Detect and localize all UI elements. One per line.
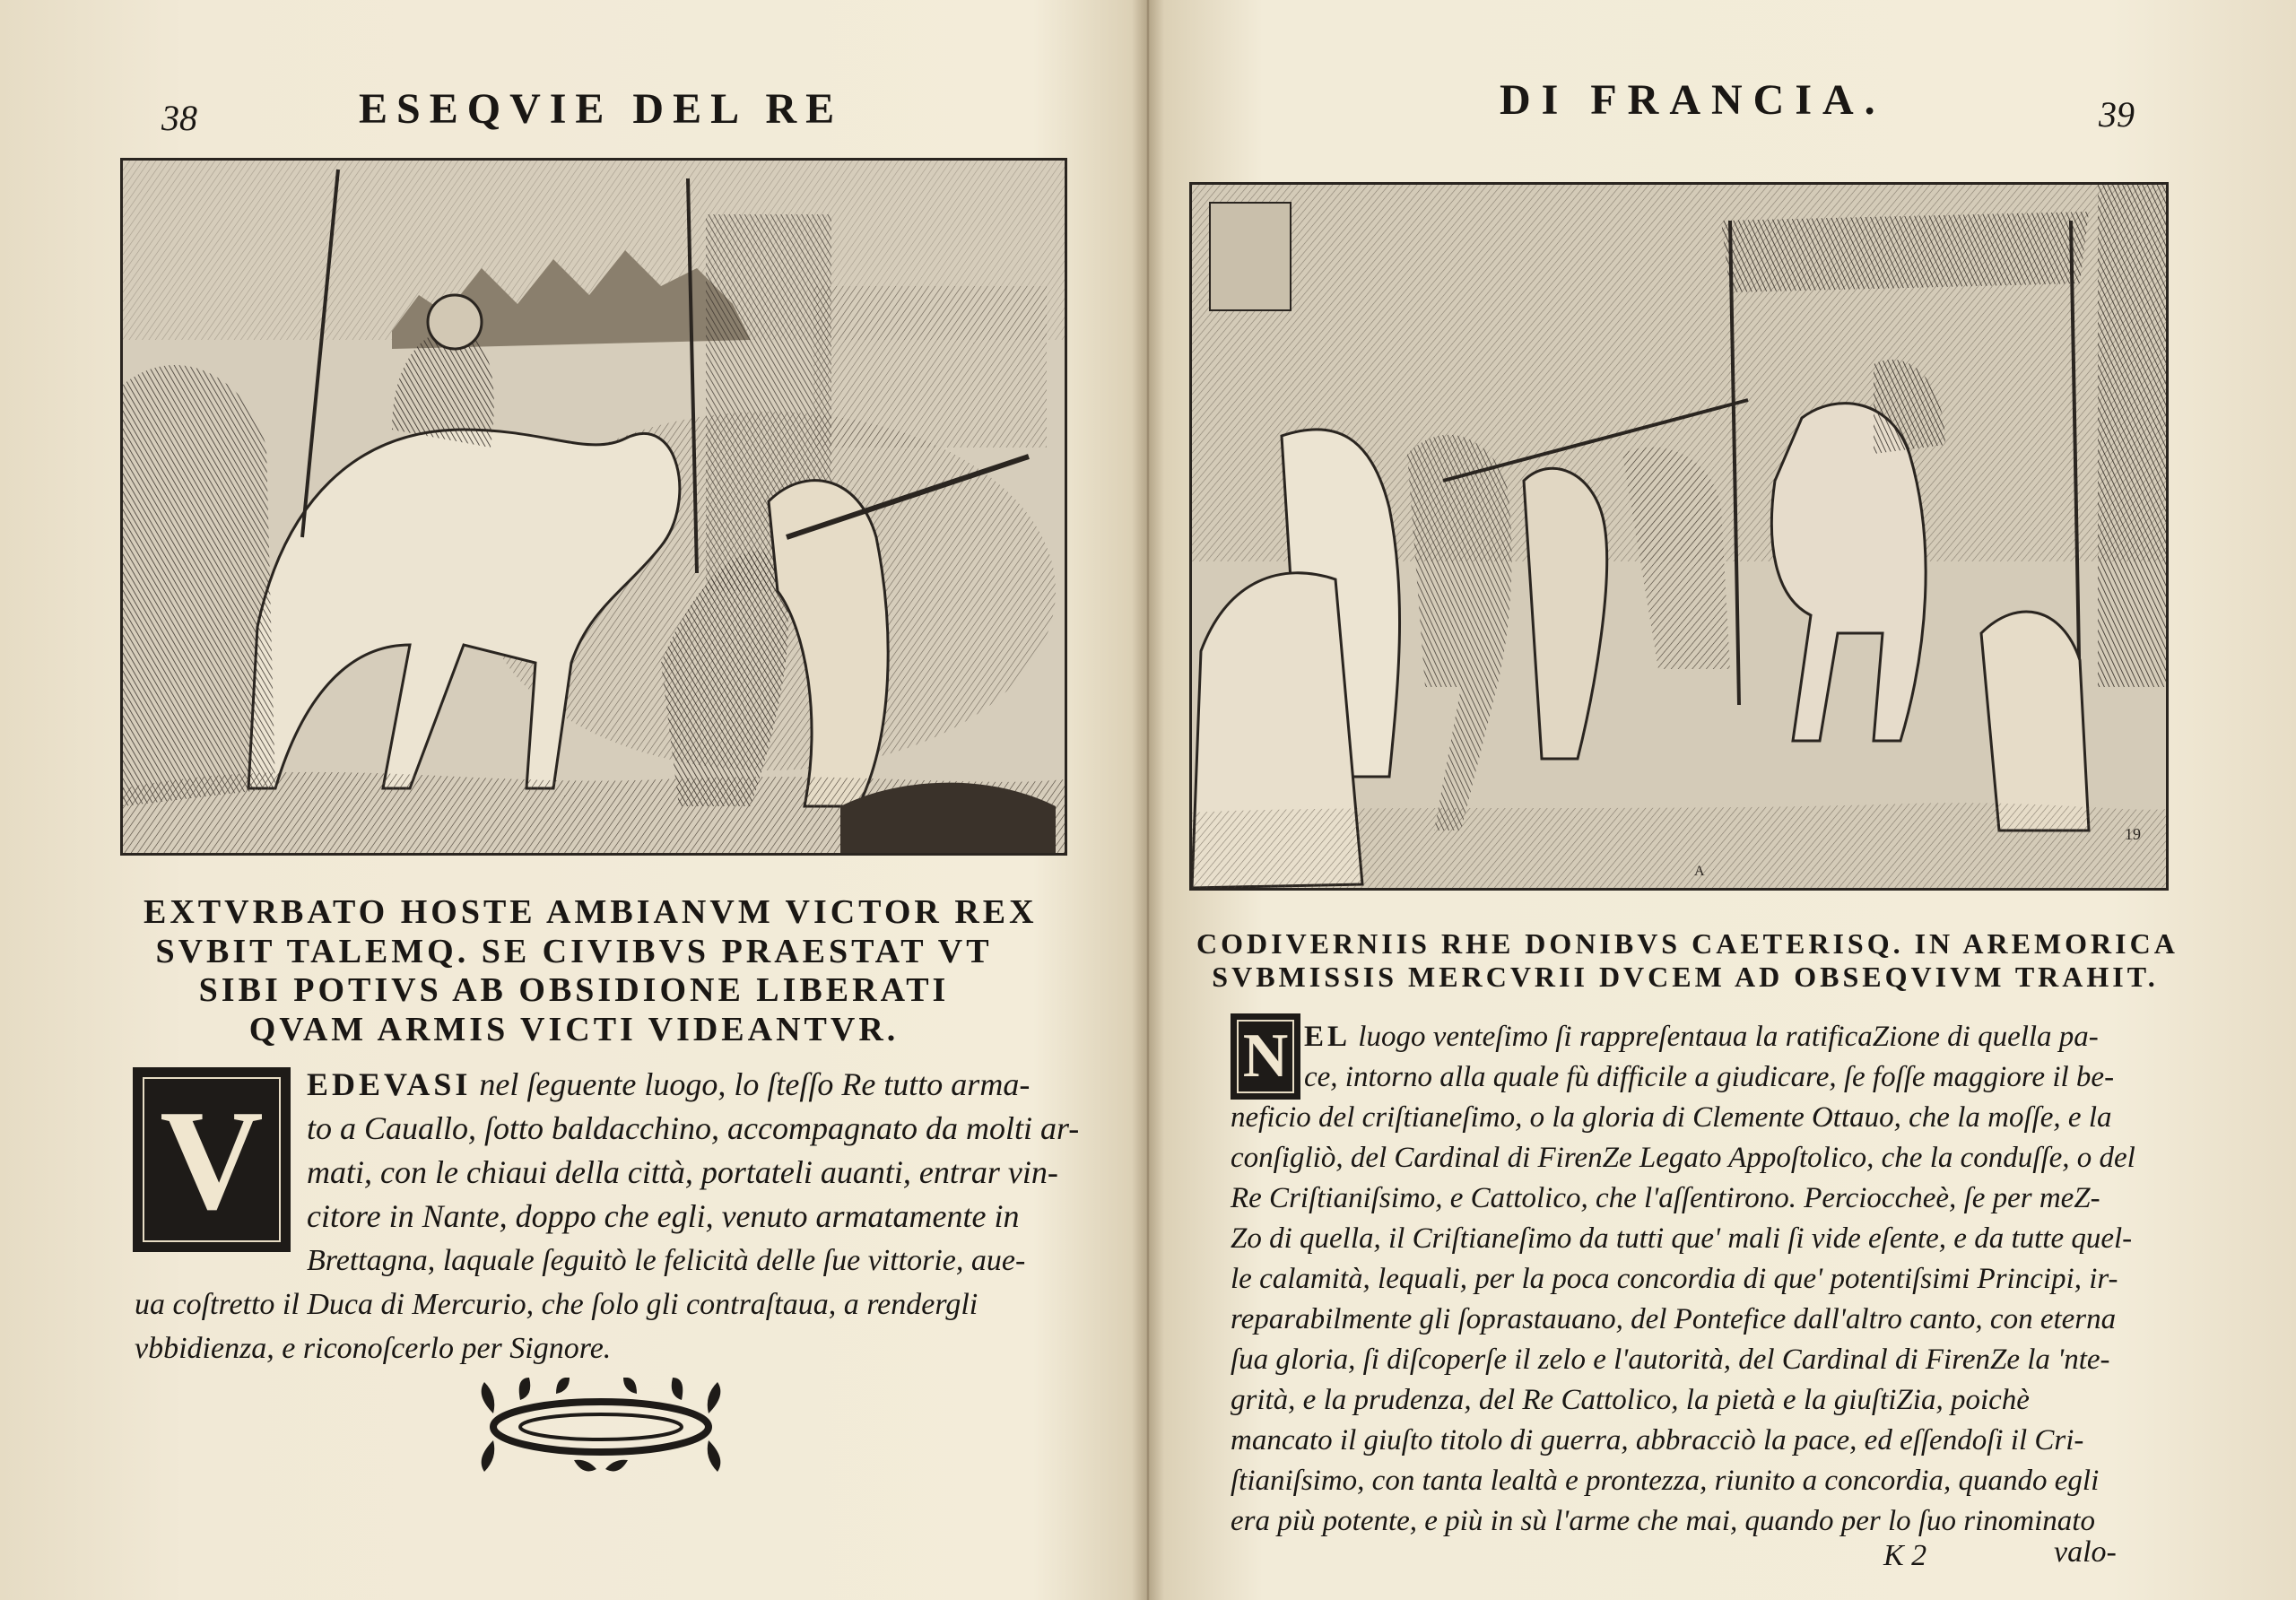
left-page-number: 38 [161, 98, 197, 138]
left-body-line: Brettagna, laquale ſeguitò le felicità delle ſue vittorie, aue- [307, 1244, 1026, 1277]
left-body-line: ua coſtretto il Duca di Mercurio, che ſolo gli contraſtaua, a rendergli [135, 1288, 978, 1321]
right-engraving [1189, 182, 2169, 891]
leaf-ornament [466, 1378, 735, 1476]
right-initial-letter: N [1242, 1022, 1289, 1091]
left-body-text [307, 1063, 1079, 1239]
right-body-line: reparabilmente gli ſoprastauano, del Pontefice dall'altro canto, con eterna [1231, 1303, 2117, 1335]
plate-number-mark: 19 [2125, 825, 2141, 843]
right-body-line: neficio del criſtianeſimo, o la gloria di Clemente Ottauo, che la moſſe, e la [1231, 1101, 2112, 1134]
right-body-line: conſigliò, del Cardinal di FirenZe Legato Appoſtolico, che la conduſſe, o del [1231, 1142, 2135, 1174]
right-body-line: Re Criſtianiſsimo, e Cattolico, che l'aſſentirono. Percioccheè, ſe per meZ- [1231, 1182, 2100, 1214]
left-body-line: citore in Nante, doppo che egli, venuto armatamente in [307, 1198, 1020, 1234]
right-caption [1196, 927, 2179, 994]
right-body-line: le calamità, lequali, per la poca concordia di que' potentiſsimi Principi, ir- [1231, 1263, 2118, 1295]
left-caption-line: EXTVRBATO HOSTE AMBIANVM VICTOR REX [144, 893, 1038, 931]
left-engraving [120, 158, 1067, 856]
left-caption-line: SIBI POTIVS AB OBSIDIONE LIBERATI [198, 971, 950, 1010]
right-caption-line: CODIVERNIIS RHE DONIBVS CAETERISQ. IN AREMORICA [1196, 927, 2179, 960]
right-body-line: ce, intorno alla quale fù difficile a giudicare, ſe foſſe maggiore il be- [1304, 1061, 2115, 1093]
left-lead-word: EDEVASI [307, 1066, 472, 1102]
right-initial-frame [1237, 1020, 1294, 1093]
right-body-line: grità, e la prudenza, del Re Cattolico, la pietà e la giuſtiZia, poichè [1231, 1384, 2030, 1416]
right-body-line: ſtianiſsimo, con tanta lealtà e prontezza, riunito a concordia, quando egli [1231, 1465, 2100, 1497]
left-decorated-initial [133, 1067, 291, 1252]
signature-mark: K 2 [1883, 1539, 1927, 1572]
left-initial-frame [143, 1077, 281, 1242]
right-body-text [1304, 1017, 2114, 1098]
left-body-line [307, 1063, 1079, 1107]
left-page [0, 0, 1139, 1600]
right-body-line-text: luogo venteſimo ſi rappreſentaua la ratificaZione di quella pa- [1358, 1021, 2099, 1053]
right-decorated-initial [1231, 1013, 1300, 1100]
right-body-line: Zo di quella, il Criſtianeſimo da tutti que' mali ſi vide eſente, e da tutte quel- [1231, 1222, 2133, 1255]
catchword: valo- [2054, 1535, 2117, 1569]
right-body-line: ſua gloria, ſi diſcoperſe il zelo e l'autorità, del Cardinal di FirenZe la 'nte- [1231, 1343, 2110, 1376]
left-body-line: mati, con le chiaui della città, portateli auanti, entrar vin- [307, 1154, 1058, 1190]
left-caption-line: SVBIT TALEMQ. SE CIVIBVS PRAESTAT VT [155, 932, 993, 970]
left-body-line: vbbidienza, e riconoſcerlo per Signore. [135, 1332, 612, 1365]
right-body-line: era più potente, e più in sù l'arme che mai, quando per lo ſuo rinominato [1231, 1505, 2095, 1537]
right-body-line [1304, 1017, 2114, 1057]
left-body-line: to a Cauallo, ſotto baldacchino, accompagnato da molti ar- [307, 1110, 1080, 1146]
left-body-line-text: nel ſeguente luogo, lo ſteſſo Re tutto arma- [479, 1066, 1031, 1102]
left-running-head: ESEQVIE DEL RE [359, 85, 844, 133]
left-caption-line: QVAM ARMIS VICTI VIDEANTVR. [248, 1011, 900, 1049]
right-page [1157, 0, 2296, 1600]
left-engraving-art [123, 161, 1065, 853]
right-body-line: mancato il giuſto titolo di guerra, abbracciò la pace, ed eſſendoſi il Cri- [1231, 1424, 2084, 1457]
engraver-monogram: A [1694, 864, 1705, 879]
right-caption-line: SVBMISSIS MERCVRII DVCEM AD OBSEQVIVM TRAHIT. [1212, 960, 2159, 993]
left-caption [144, 893, 1038, 1050]
right-body-text-continued [1231, 1098, 2135, 1542]
right-running-head: DI FRANCIA. [1500, 76, 1886, 124]
left-body-text-continued [135, 1239, 1025, 1370]
left-initial-letter: V [160, 1079, 264, 1239]
right-engraving-art [1192, 185, 2166, 888]
right-lead-word: EL [1304, 1021, 1352, 1053]
right-page-number: 39 [2099, 94, 2135, 135]
